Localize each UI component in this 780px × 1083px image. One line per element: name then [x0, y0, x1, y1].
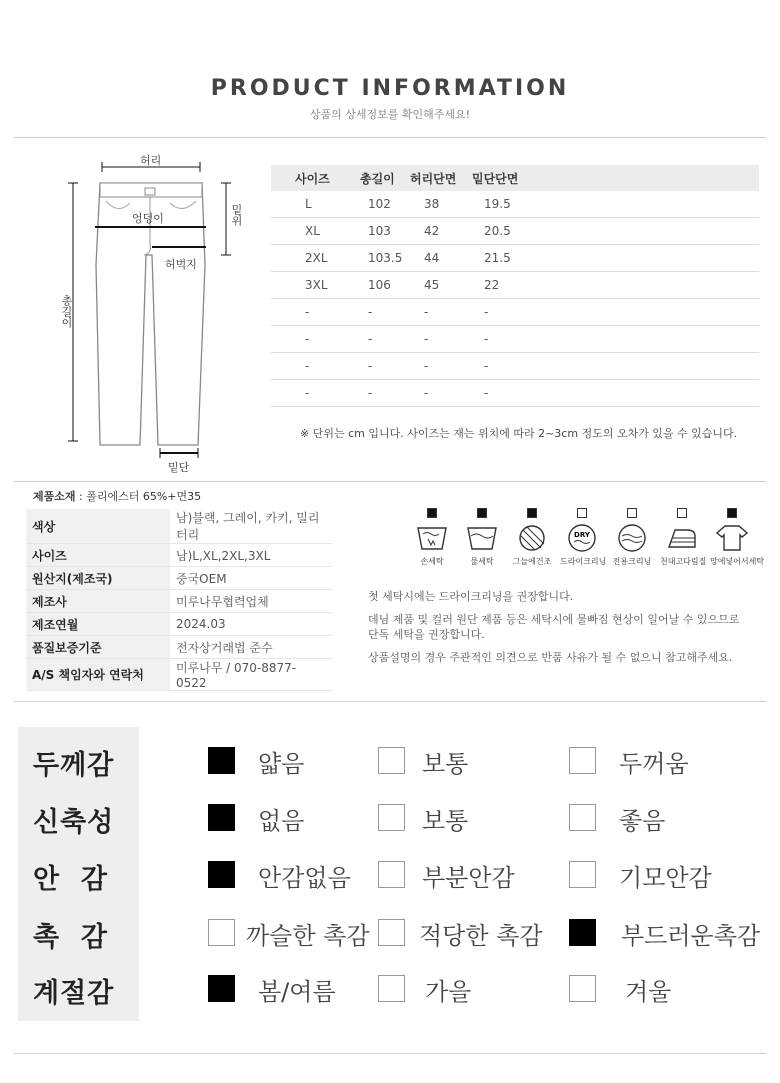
table-cell: 38: [410, 191, 472, 218]
table-cell: 106: [360, 272, 410, 299]
col-header: 허리단면: [410, 165, 472, 191]
divider: [14, 1053, 766, 1054]
info-key: 색상: [26, 509, 170, 544]
page-title: PRODUCT INFORMATION: [210, 76, 570, 101]
divider: [14, 481, 766, 482]
info-row: [26, 544, 332, 567]
size-note: ※ 단위는 cm 입니다. 사이즈는 재는 위치에 따라 2~3cm 정도의 오차가 있을 수 있습니다.: [300, 427, 738, 440]
care-label: 손세탁: [420, 557, 444, 566]
info-value: 남)블랙, 그레이, 카키, 밀리터리: [170, 509, 332, 544]
table-cell: 3XL: [271, 272, 360, 299]
table-row: [271, 191, 759, 218]
table-row: [271, 326, 759, 353]
option-checkbox: [378, 804, 405, 831]
table-cell: -: [472, 353, 759, 380]
info-row: [26, 613, 332, 636]
care-label: 천대고다림질: [660, 557, 707, 566]
feel-name: 계절감: [33, 978, 115, 1009]
care-label: 망에넣어서세탁: [710, 557, 765, 566]
hem-label: 밑단: [168, 461, 190, 474]
table-cell: L: [271, 191, 360, 218]
care-icons: [410, 508, 765, 567]
table-cell: 20.5: [472, 218, 759, 245]
table-cell: 102: [360, 191, 410, 218]
shade-dry-icon: [510, 522, 554, 556]
table-cell: -: [360, 380, 410, 407]
table-cell: 22: [472, 272, 759, 299]
table-row: [271, 245, 759, 272]
table-cell: -: [271, 299, 360, 326]
info-row: [26, 659, 332, 691]
option-label: 기모안감: [619, 864, 712, 892]
table-cell: -: [271, 380, 360, 407]
option-checkbox: [569, 861, 596, 888]
option-label: 겨울: [625, 978, 672, 1006]
low-iron-icon: [660, 522, 704, 556]
divider: [14, 701, 766, 702]
info-row: [26, 636, 332, 659]
option-label: 까슬한 촉감: [246, 922, 370, 950]
info-key: 원산지(제조국): [26, 567, 170, 590]
divider: [14, 137, 766, 138]
care-item: [560, 508, 607, 567]
col-header: 총길이: [360, 165, 410, 191]
care-item: [510, 508, 554, 567]
info-row: [26, 590, 332, 613]
care-label: 전용크리닝: [612, 557, 652, 566]
info-value: 2024.03: [170, 613, 332, 636]
fabric-label: 제품소재: [33, 490, 76, 503]
table-row: [271, 353, 759, 380]
table-row: [271, 272, 759, 299]
option-label: 보통: [422, 807, 469, 835]
feel-name: 안 감: [33, 864, 108, 895]
option-label: 좋음: [619, 807, 666, 835]
info-key: 제조연월: [26, 613, 170, 636]
col-header: 사이즈: [271, 165, 360, 191]
table-cell: -: [410, 380, 472, 407]
table-cell: -: [410, 353, 472, 380]
care-item: [660, 508, 707, 567]
table-cell: 2XL: [271, 245, 360, 272]
info-key: 품질보증기준: [26, 636, 170, 659]
wash-note: 단독 세탁을 권장합니다.: [368, 628, 485, 641]
info-table: [26, 509, 332, 691]
info-row: [26, 567, 332, 590]
table-cell: -: [410, 326, 472, 353]
dry-clean-icon: [560, 522, 604, 556]
option-checkbox: [378, 919, 405, 946]
option-label: 적당한 촉감: [419, 922, 543, 950]
info-key: 제조사: [26, 590, 170, 613]
care-check-box: [677, 508, 687, 518]
info-value: 중국OEM: [170, 567, 332, 590]
option-label: 부드러운촉감: [621, 922, 761, 950]
care-check-box: [577, 508, 587, 518]
care-check-box: [527, 508, 537, 518]
wash-note: 상품설명의 경우 주관적인 의견으로 반품 사유가 될 수 없으니 참고해주세요.: [368, 651, 733, 664]
info-value: 미루나무 / 070-8877-0522: [170, 659, 332, 691]
care-check-box: [727, 508, 737, 518]
care-label: 물세탁: [470, 557, 494, 566]
table-cell: 45: [410, 272, 472, 299]
rise-label: 밑위: [230, 204, 243, 226]
machine-wash-icon: [460, 522, 504, 556]
table-cell: -: [360, 353, 410, 380]
table-cell: -: [472, 299, 759, 326]
size-table-header: [271, 165, 759, 191]
table-cell: -: [271, 353, 360, 380]
info-key: A/S 책임자와 연락처: [26, 659, 170, 691]
table-cell: -: [410, 299, 472, 326]
waist-label: 허리: [140, 154, 162, 167]
option-checkbox: [569, 747, 596, 774]
svg-text:DRY: DRY: [574, 531, 590, 539]
info-value: 미루나무협력업체: [170, 590, 332, 613]
table-cell: -: [360, 326, 410, 353]
table-cell: 21.5: [472, 245, 759, 272]
table-cell: 103.5: [360, 245, 410, 272]
option-checkbox: [208, 861, 235, 888]
page-subtitle: 상품의 상세정보를 확인해주세요!: [309, 108, 471, 121]
option-label: 보통: [422, 750, 469, 778]
table-row: [271, 380, 759, 407]
table-cell: XL: [271, 218, 360, 245]
care-label: 드라이크리닝: [560, 557, 607, 566]
fabric-line: [33, 488, 201, 504]
table-row: [271, 299, 759, 326]
table-row: [271, 218, 759, 245]
option-label: 봄/여름: [258, 978, 336, 1006]
option-label: 두꺼움: [619, 750, 689, 778]
info-value: 남)L,XL,2XL,3XL: [170, 544, 332, 567]
length-label: 총길이: [60, 295, 73, 328]
option-checkbox: [569, 804, 596, 831]
option-checkbox: [208, 975, 235, 1002]
feel-name: 촉 감: [33, 922, 108, 953]
care-item: [610, 508, 654, 567]
care-label: 그늘에건조: [512, 557, 552, 566]
fabric-value: : 폴리에스터 65%+면35: [75, 490, 202, 503]
laundry-net-icon: [710, 522, 754, 556]
table-cell: -: [472, 326, 759, 353]
feel-name: 두께감: [33, 750, 115, 781]
care-item: [460, 508, 504, 567]
option-checkbox: [569, 975, 596, 1002]
table-cell: 103: [360, 218, 410, 245]
info-key: 사이즈: [26, 544, 170, 567]
option-checkbox: [208, 747, 235, 774]
care-check-box: [627, 508, 637, 518]
option-checkbox: [378, 975, 405, 1002]
info-value: 전자상거래법 준수: [170, 636, 332, 659]
option-checkbox: [208, 919, 235, 946]
col-header: 밑단단면: [472, 165, 759, 191]
hand-wash-icon: [410, 522, 454, 556]
special-clean-icon: [610, 522, 654, 556]
care-item: [410, 508, 454, 567]
care-item: [710, 508, 765, 567]
option-checkbox: [208, 804, 235, 831]
wash-note: 데님 제품 및 컬러 원단 제품 등은 세탁시에 물빠짐 현상이 일어날 수 있으므로: [368, 613, 740, 626]
size-table: [271, 165, 759, 407]
table-cell: 42: [410, 218, 472, 245]
option-label: 부분안감: [422, 864, 515, 892]
table-cell: -: [360, 299, 410, 326]
option-label: 없음: [258, 807, 305, 835]
table-cell: 19.5: [472, 191, 759, 218]
option-label: 안감없음: [258, 864, 351, 892]
care-check-box: [427, 508, 437, 518]
option-checkbox: [378, 747, 405, 774]
option-label: 얇음: [258, 750, 305, 778]
table-cell: -: [472, 380, 759, 407]
info-row: [26, 509, 332, 544]
option-checkbox: [569, 919, 596, 946]
table-cell: 44: [410, 245, 472, 272]
hip-label: 엉덩이: [132, 212, 164, 225]
option-label: 가을: [425, 978, 472, 1006]
wash-note: 첫 세탁시에는 드라이크리닝을 권장합니다.: [368, 590, 574, 603]
table-cell: -: [271, 326, 360, 353]
thigh-label: 허벅지: [165, 258, 197, 271]
option-checkbox: [378, 861, 405, 888]
care-check-box: [477, 508, 487, 518]
feel-name: 신축성: [33, 807, 115, 838]
